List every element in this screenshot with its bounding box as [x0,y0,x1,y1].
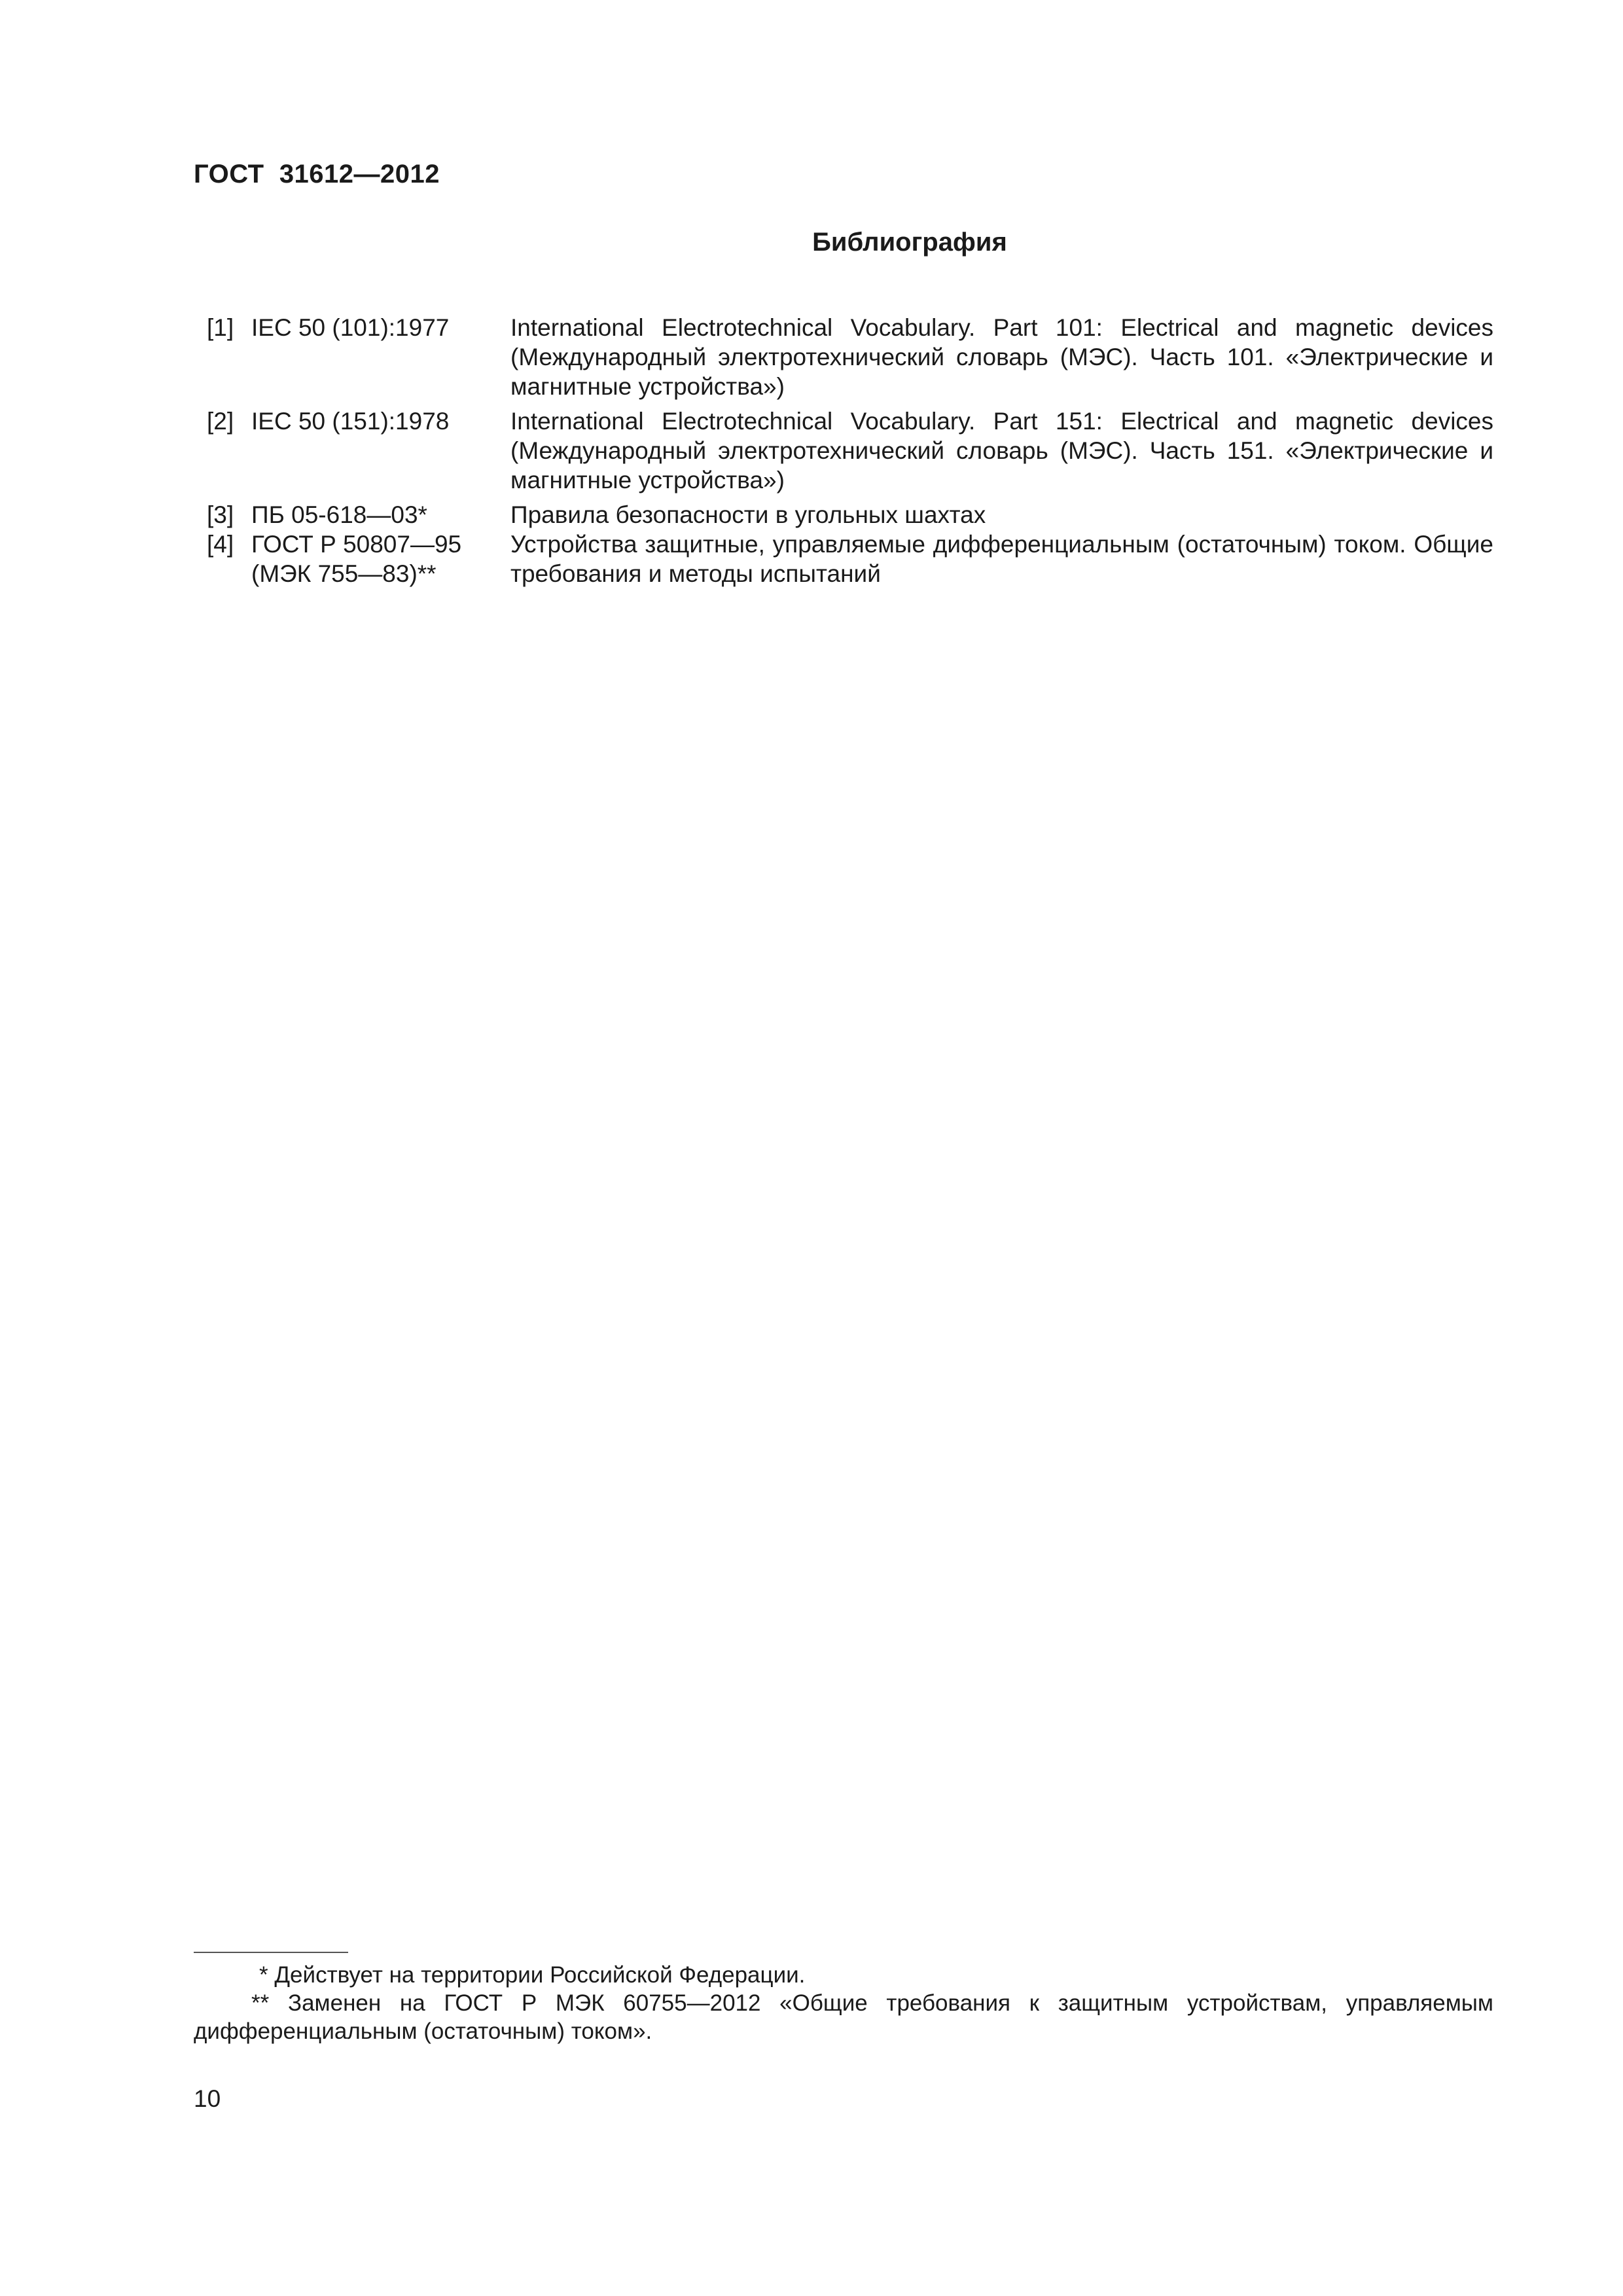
entry-number: [1] [207,314,234,341]
entry-title: Устройства защитные, управляемые дифференциальным (остаточным) током. Общие требования и методы испытаний [510,531,1493,587]
entry-number: [2] [207,408,234,435]
entry-reference: IEC 50 (151):1978 [251,408,450,435]
entry-reference: ГОСТ Р 50807—95 (МЭК 755—83)** [251,531,462,587]
footnote: ** Заменен на ГОСТ Р МЭК 60755—2012 «Общие требования к защитным устройствам, управляемым дифференциальным (остаточным) током». [194,1990,1493,2044]
entry-reference: IEC 50 (101):1977 [251,314,450,341]
document-code: ГОСТ 31612—2012 [194,160,440,188]
entry-number: [4] [207,531,234,558]
entry-title: Правила безопасности в угольных шахтах [510,501,986,528]
footnote-separator [194,1952,348,1953]
bibliography-entry [207,406,1493,495]
entry-number: [3] [207,501,234,528]
footnote: * Действует на территории Российской Федерации. [259,1962,806,1988]
bibliography-entry [207,500,1493,529]
entry-title: International Electrotechnical Vocabulary. Part 101: Electrical and magnetic devices (Международный электротехнический словарь (МЭС). Часть 101. «Электрические и магнитные устройства») [510,314,1493,400]
page-number: 10 [194,2085,221,2112]
entry-title: International Electrotechnical Vocabulary. Part 151: Electrical and magnetic devices (Международный электротехнический словарь (МЭС). Часть 151. «Электрические и магнитные устройства») [510,408,1493,493]
entry-reference: ПБ 05-618—03* [251,501,427,528]
bibliography-list [207,313,1493,588]
section-title: Библиография [812,228,1007,257]
footnotes [194,1961,1493,2045]
bibliography-entry [207,313,1493,401]
bibliography-entry [207,529,1493,588]
